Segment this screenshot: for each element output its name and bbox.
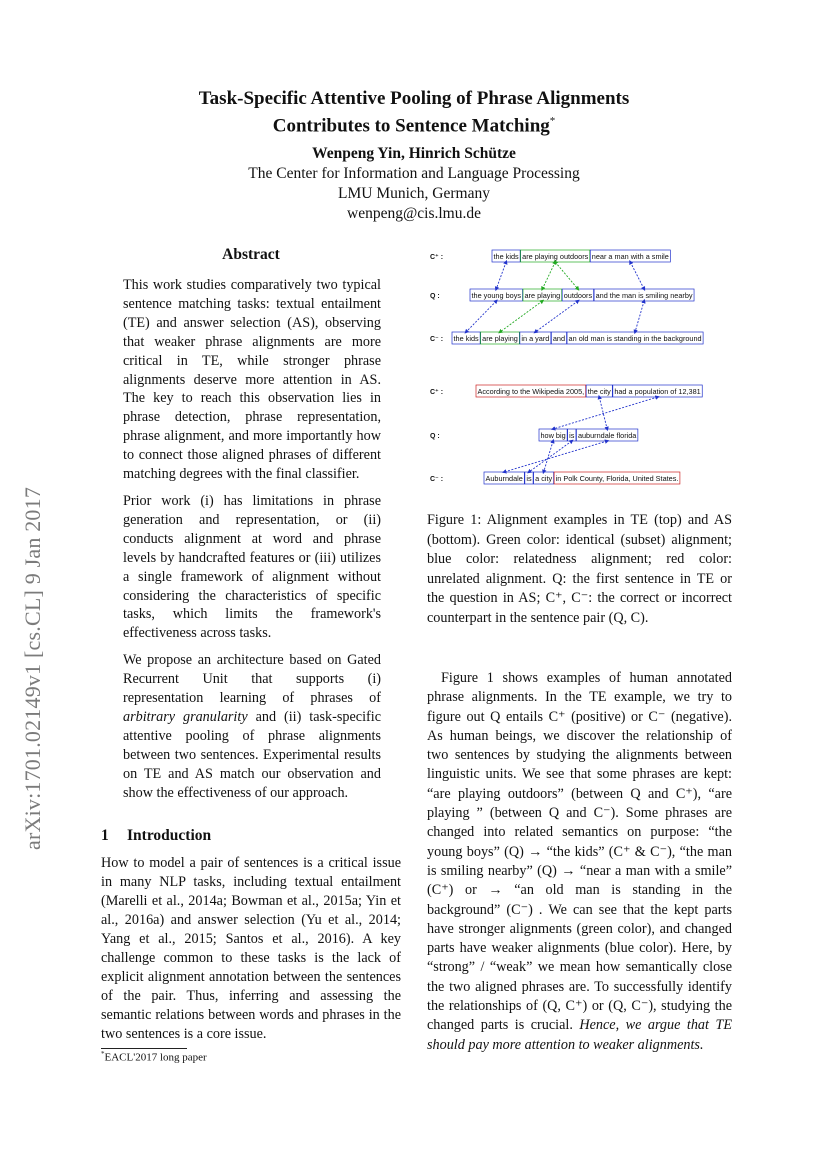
figure-row-label: C⁺ : [430, 389, 444, 396]
arxiv-stamp [14, 380, 54, 850]
title-line-1: Task-Specific Attentive Pooling of Phrase Alignments [198, 88, 630, 109]
figure-1 [420, 240, 740, 502]
figure-row-label: C⁺ : [430, 254, 444, 261]
footnote: *EACL'2017 long paper [101, 1050, 207, 1064]
alignment-link [529, 441, 572, 472]
abstract-body [123, 276, 381, 810]
figure-phrase: near a man with a smile [591, 252, 669, 261]
alignment-link [542, 262, 555, 289]
figure-row-label: Q : [430, 433, 440, 440]
affiliation-line-2: LMU Munich, Germany [338, 185, 490, 202]
figure-phrase: and [552, 334, 566, 343]
figure-row-label: Q : [430, 293, 440, 300]
figure-phrase: had a population of 12,381 [614, 387, 701, 396]
figure-phrase: outdoors [563, 291, 593, 300]
footnote-rule [101, 1048, 187, 1049]
alignment-link [496, 262, 506, 289]
alignment-link [466, 301, 496, 332]
figure-phrase: are playing [482, 334, 518, 343]
figure-phrase: how big [540, 431, 566, 440]
figure-1-caption: Figure 1: Alignment examples in TE (top) and AS (bottom). Green color: identical (subset) alignment; blue color: relatedness alignment; red color: unrelated alignment. Q: the first sentence in TE or the question in AS; C⁺, C⁻: the correct or incorrect counterpart in the sentence pair (Q, C). [427, 512, 732, 626]
alignment-link [544, 441, 553, 472]
abstract-paragraph-3: We propose an architecture based on Gated Recurrent Unit that supports (i) representation learning of phrases of arbitrary granularity and (ii) task-specific attentive pooling of phrase alignments between two sentences. Experimental results on TE and AS match our observation and show the effectiveness of our approach. [123, 652, 381, 801]
body-paragraph-1: Figure 1 shows examples of human annotated phrase alignments. In the TE example, we try to figure out Q entails C⁺ (positive) or C⁻ (negative). As human beings, we discover the relationship of two sentences by studying the alignments between linguistic units. We see that some phrases are kept: “are playing outdoors” (between Q and C⁺), “are playing ” (between Q and C⁻). Some phrases are changed into related semantics on purpose: “the young boys” (Q) → “the kids” (C⁺ & C⁻), “the man is smiling nearby” (Q) → “near a man with a smile” (C⁺) or → “an old man is standing in the background” (C⁻) . We can see that the kept parts have stronger alignments (green color), and changed parts have weaker alignments (blue color). Here, by “strong” / “weak” we mean how semantically close the two aligned phrases are. To successfully identify the relationships of (Q, C⁺) or (Q, C⁻), studying the changed parts is crucial. Hence, we argue that TE should pay more attention to weaker alignments. [427, 670, 732, 1053]
figure-phrase: in Polk County, Florida, United States. [555, 474, 679, 483]
title-line-2: Contributes to Sentence Matching* [272, 115, 556, 137]
alignment-link [630, 262, 644, 289]
figure-phrase: the kids [493, 252, 519, 261]
figure-phrase: and the man is smiling nearby [595, 291, 693, 300]
alignment-link [555, 262, 578, 289]
figure-phrase: auburndale florida [577, 431, 637, 440]
figure-phrase: a city [535, 474, 553, 483]
arxiv-id: arXiv:1701.02149v1 [cs.CL] 9 Jan 2017 [20, 486, 45, 850]
figure-phrase: is [526, 474, 532, 483]
author-names: Wenpeng Yin, Hinrich Schütze [312, 145, 516, 162]
abstract-heading: Abstract [222, 246, 280, 263]
figure-row-label: C⁻ : [430, 476, 444, 483]
abstract-paragraph-2: Prior work (i) has limitations in phrase generation and representation, or (ii) conducts alignment at word and phrase levels by handcrafted features or (iii) utilizes a single framework of alignment without considering the characteristics of specific tasks, which limits the framework's effectiveness across tasks. [123, 492, 381, 642]
author-email: wenpeng@cis.lmu.de [347, 205, 481, 222]
body-right-column [427, 669, 732, 1055]
abstract-paragraph-1: This work studies comparatively two typical sentence matching tasks: textual entailment (TE) and answer selection (AS), observing that weaker phrase alignments are more critical in TE, while stronger phrase alignments deserve more attention in AS. The key to reach this observation lies in phrase detection, phrase representation, phrase alignment, and more importantly how to connect those aligned phrases of different matching degrees with the final classifier. [123, 277, 381, 483]
figure-phrase: an old man is standing in the background [568, 334, 702, 343]
figure-phrase: in a yard [521, 334, 550, 343]
figure-phrase: is [569, 431, 575, 440]
figure-phrase: the city [587, 387, 611, 396]
figure-phrase: are playing [524, 291, 561, 300]
affiliation-line-1: The Center for Information and Language Processing [248, 165, 580, 182]
paper-title [0, 88, 828, 137]
figure-phrase: the young boys [471, 291, 521, 300]
alignment-link [535, 301, 578, 332]
title-footnote-mark: * [549, 115, 556, 127]
alignment-link [504, 441, 607, 472]
section-heading-introduction: 1 Introduction [101, 827, 212, 844]
intro-paragraph-1: How to model a pair of sentences is a critical issue in many NLP tasks, including textual entailment (Marelli et al., 2014a; Bowman et al., 2015a; Yin et al., 2016a) and answer selection (Yu et al., 2014; Yang et al., 2015; Santos et al., 2016). A key challenge common to these tasks is the lack of explicit alignment annotation between the sentences of the pair. Thus, inferring and assessing the semantic relations between words and phrases in the two sentences is a core issue. [101, 855, 401, 1042]
alignment-link [635, 301, 644, 332]
figure-phrase: the kids [453, 334, 479, 343]
figure-phrase: According to the Wikipedia 2005, [477, 387, 585, 396]
figure-row-label: C⁻ : [430, 336, 444, 343]
author-block [0, 144, 828, 224]
figure-phrase: are playing outdoors [522, 252, 589, 261]
alignment-link [500, 301, 542, 332]
figure-phrase: Auburndale [485, 474, 523, 483]
alignment-link [553, 397, 657, 429]
